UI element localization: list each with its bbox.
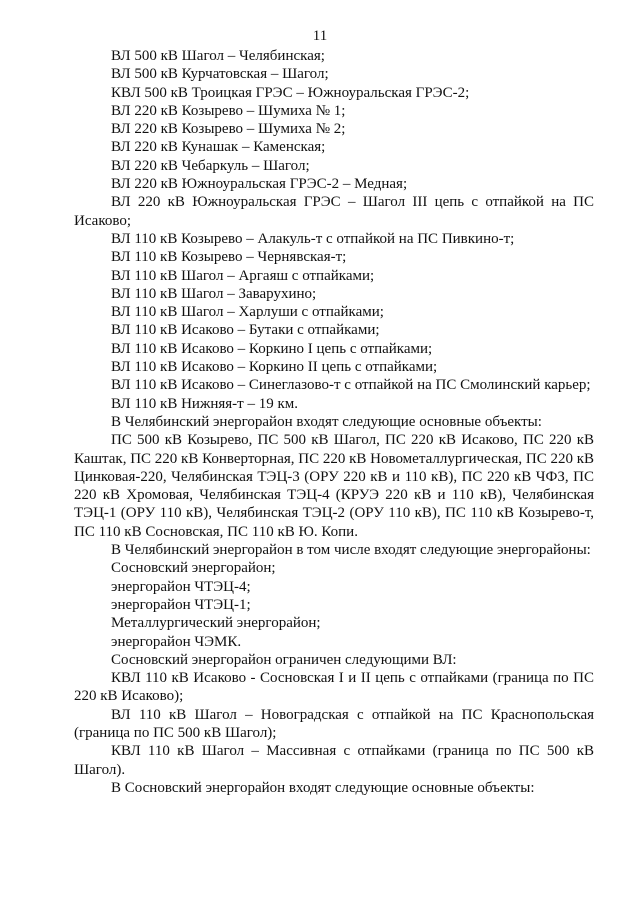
paragraph: В Челябинский энергорайон входят следующие основные объекты: — [111, 413, 542, 430]
paragraph: ВЛ 110 кВ Шагол – Новоградская с отпайкой на ПС Краснопольская (граница по ПС 500 кВ Шагол); — [74, 706, 594, 741]
paragraph: энергорайон ЧТЭЦ-1; — [111, 596, 251, 613]
paragraph: ВЛ 110 кВ Шагол – Заварухино; — [111, 285, 317, 302]
paragraph: ВЛ 500 кВ Шагол – Челябинская; — [111, 48, 325, 64]
paragraph: ВЛ 220 кВ Кунашак – Каменская; — [111, 139, 326, 156]
paragraph: энергорайон ЧТЭЦ-4; — [111, 578, 251, 595]
paragraph: ВЛ 500 кВ Курчатовская – Шагол; — [111, 66, 329, 83]
paragraph: ВЛ 110 кВ Нижняя-т – 19 км. — [111, 395, 298, 412]
paragraph: ВЛ 110 кВ Шагол – Харлуши с отпайками; — [111, 304, 384, 321]
paragraph: ВЛ 110 кВ Козырево – Алакуль-т с отпайкой на ПС Пивкино-т; — [111, 230, 515, 247]
paragraph: ВЛ 220 кВ Козырево – Шумиха № 2; — [111, 121, 346, 138]
paragraph: ВЛ 110 кВ Козырево – Чернявская-т; — [111, 249, 347, 266]
paragraph: ВЛ 220 кВ Южноуральская ГРЭС – Шагол III цепь с отпайкой на ПС Исаково; — [74, 194, 594, 229]
paragraph: КВЛ 110 кВ Шагол – Массивная с отпайками (граница по ПС 500 кВ Шагол). — [74, 743, 594, 778]
paragraph: ВЛ 110 кВ Шагол – Аргаяш с отпайками; — [111, 267, 375, 284]
paragraph: Сосновский энергорайон; — [111, 560, 276, 577]
paragraph: ПС 500 кВ Козырево, ПС 500 кВ Шагол, ПС 220 кВ Исаково, ПС 220 кВ Каштак, ПС 220 кВ Конверторная, ПС 220 кВ Новометаллургическая, ПС 220 кВ Цинковая-220, Челябинская ТЭЦ-3 (ОРУ 220 кВ и 110 кВ), ПС 220 кВ ЧФЗ, ПС 220 кВ Хромовая, Челябинская ТЭЦ-4 (КРУЭ 220 кВ и 110 кВ), Челябинская ТЭЦ-1 (ОРУ 110 кВ), Челябинская ТЭЦ-2 (ОРУ 110 кВ), ПС 110 кВ Козырево-т, ПС 110 кВ Сосновская, ПС 110 кВ Ю. Копи. — [74, 432, 594, 540]
paragraph: Сосновский энергорайон ограничен следующими ВЛ: — [111, 651, 457, 668]
paragraph: В Сосновский энергорайон входят следующие основные объекты: — [111, 779, 535, 796]
paragraph: энергорайон ЧЭМК. — [111, 633, 242, 650]
paragraph: ВЛ 110 кВ Исаково – Коркино II цепь с отпайками; — [111, 359, 438, 376]
paragraph: ВЛ 110 кВ Исаково – Бутаки с отпайками; — [111, 322, 380, 339]
paragraph: ВЛ 110 кВ Исаково – Синеглазово-т с отпайкой на ПС Смолинский карьер; — [111, 377, 591, 394]
paragraph: КВЛ 500 кВ Троицкая ГРЭС – Южноуральская ГРЭС-2; — [111, 84, 470, 101]
paragraph: ВЛ 220 кВ Южноуральская ГРЭС-2 – Медная; — [111, 176, 408, 193]
paragraph: ВЛ 220 кВ Козырево – Шумиха № 1; — [111, 102, 346, 119]
paragraph: КВЛ 110 кВ Исаково - Сосновская I и II цепь с отпайками (граница по ПС 220 кВ Исаково); — [74, 670, 594, 705]
page-number: 11 — [312, 28, 328, 44]
paragraph: В Челябинский энергорайон в том числе входят следующие энергорайоны: — [111, 542, 591, 559]
paragraph: ВЛ 110 кВ Исаково – Коркино I цепь с отпайками; — [111, 340, 433, 357]
paragraph: Металлургический энергорайон; — [111, 615, 321, 632]
document-body — [74, 47, 594, 797]
paragraph: ВЛ 220 кВ Чебаркуль – Шагол; — [111, 157, 310, 174]
